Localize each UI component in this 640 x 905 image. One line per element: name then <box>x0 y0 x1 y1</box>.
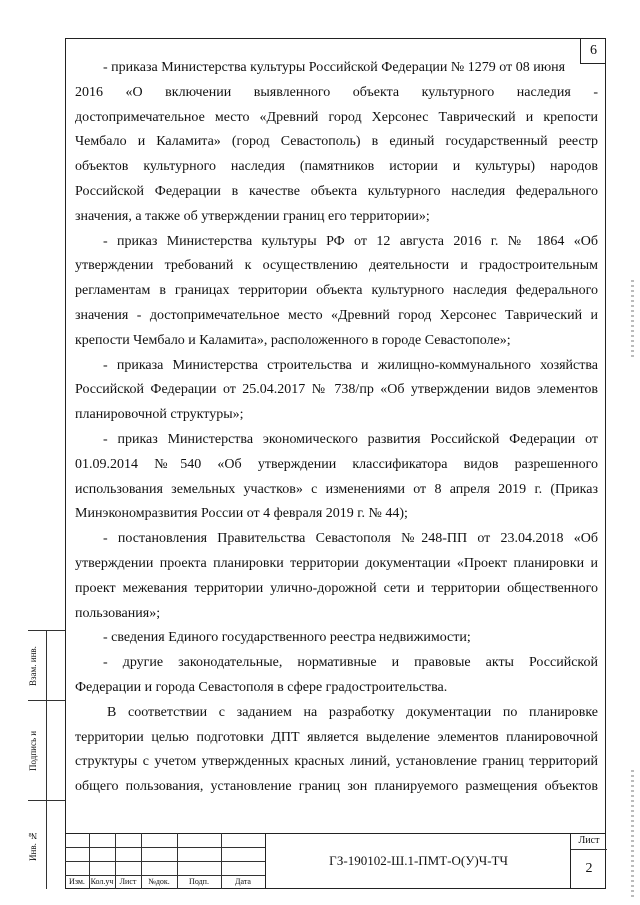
text-line: значения - достопримечательное место «Древний город Херсонес Таврический и <box>75 307 598 323</box>
text-line: утверждении проекта планировки территории документации «Проект планировки и <box>75 555 598 571</box>
text-line: 2016 «О включении выявленного объекта культурного наследия - <box>75 84 598 100</box>
text-line: - приказа Министерства строительства и жилищно-коммунального хозяйства <box>103 357 598 373</box>
side-label-inv-no: Инв. № <box>28 830 38 861</box>
text-line: Минэкономразвития России от 4 февраля 2019 г. № 44); <box>75 506 408 522</box>
title-block <box>65 833 606 889</box>
side-label-vzam-inv: Взам. инв. <box>28 646 38 686</box>
text-line: пользования»; <box>75 605 161 621</box>
text-line: Российской Федерации от 25.04.2017 № 738/пр «Об утверждении видов элементов <box>75 382 598 398</box>
text-line: использования земельных участков» с изменениями от 8 апреля 2019 г. (Приказ <box>75 481 598 497</box>
text-line: - приказ Министерства культуры РФ от 12 августа 2016 г. № 1864 «Об <box>103 233 598 249</box>
tb-header-data: Дата <box>235 877 251 886</box>
text-line: 01.09.2014 №540 «Об утверждении классификатора видов разрешенного <box>75 456 598 472</box>
tb-header-list: Лист <box>119 877 137 886</box>
text-line: крепости Чембало и Каламита», расположенного в городе Севастополе»; <box>75 332 511 348</box>
text-line: - приказа Министерства культуры Российской Федерации № 1279 от 08 июня <box>103 60 566 75</box>
text-line: - постановления Правительства Севастополя №248-ПП от 23.04.2018 «Об <box>103 531 598 547</box>
text-line: достопримечательное место «Древний город Херсонес Таврический и крепости <box>75 109 598 125</box>
sheet-cell <box>570 833 607 889</box>
text-line: проект межевания территории улично-дорожной сети и территории общественного <box>75 580 598 596</box>
text-line: утверждении требований к осуществлению деятельности и градостроительным <box>75 258 598 274</box>
text-line: - сведения Единого государственного реестра недвижимости; <box>103 630 471 646</box>
sheet-label: Лист <box>571 833 607 850</box>
document-code: ГЗ-190102-Ш.1-ПМТ-О(У)Ч-ТЧ <box>265 833 571 889</box>
side-row-vzam <box>28 630 65 700</box>
text-line: Федерации и города Севастополя в сфере градостроительства. <box>75 679 448 695</box>
title-block-grid <box>65 833 265 889</box>
sheet-number: 2 <box>585 861 593 876</box>
side-row-podpis <box>28 700 65 800</box>
body-text <box>75 56 598 800</box>
tb-header-podp: Подп. <box>189 877 209 886</box>
text-line: Чембало и Каламита» (город Севастополь) в единый государственный реестр <box>75 134 598 150</box>
text-line: значения, а также об утверждении границ его территории»; <box>75 208 430 224</box>
scan-edge-marks <box>631 280 634 360</box>
text-line: - другие законодательные, нормативные и правовые акты Российской <box>103 655 598 671</box>
text-line: планировочной структуры»; <box>75 407 244 423</box>
text-line: регламентам в границах территории объекта культурного наследия федерального <box>75 283 598 299</box>
tb-header-izm: Изм. <box>69 877 85 886</box>
text-line: Российской Федерации в качестве объекта культурного наследия федерального <box>75 183 598 199</box>
scan-edge-marks <box>631 770 634 900</box>
side-label-podpis: Подпись и <box>28 730 38 772</box>
tb-header-ndok: №док. <box>148 877 170 886</box>
side-row-inv <box>28 800 65 889</box>
text-line: объектов культурного наследия (памятников истории и культуры) народов <box>75 159 598 175</box>
text-line: территории целью подготовки ДПТ является выделение элементов планировочной <box>75 729 598 745</box>
tb-row-line <box>65 861 265 862</box>
text-line: структуры с учетом утвержденных красных линий, установление границ территорий <box>75 754 598 770</box>
text-line: В соответствии с заданием на разработку документации по планировке <box>107 704 598 720</box>
text-line: общего пользования, установление границ зон планируемого размещения объектов <box>75 779 598 795</box>
tb-header-kol: Кол.уч <box>90 877 114 886</box>
tb-row-line <box>65 847 265 848</box>
tb-row-line <box>65 875 265 876</box>
text-line: - приказ Министерства экономического развития Российской Федерации от <box>103 431 598 447</box>
page-number: 6 <box>580 38 606 64</box>
side-stamp <box>28 630 65 889</box>
